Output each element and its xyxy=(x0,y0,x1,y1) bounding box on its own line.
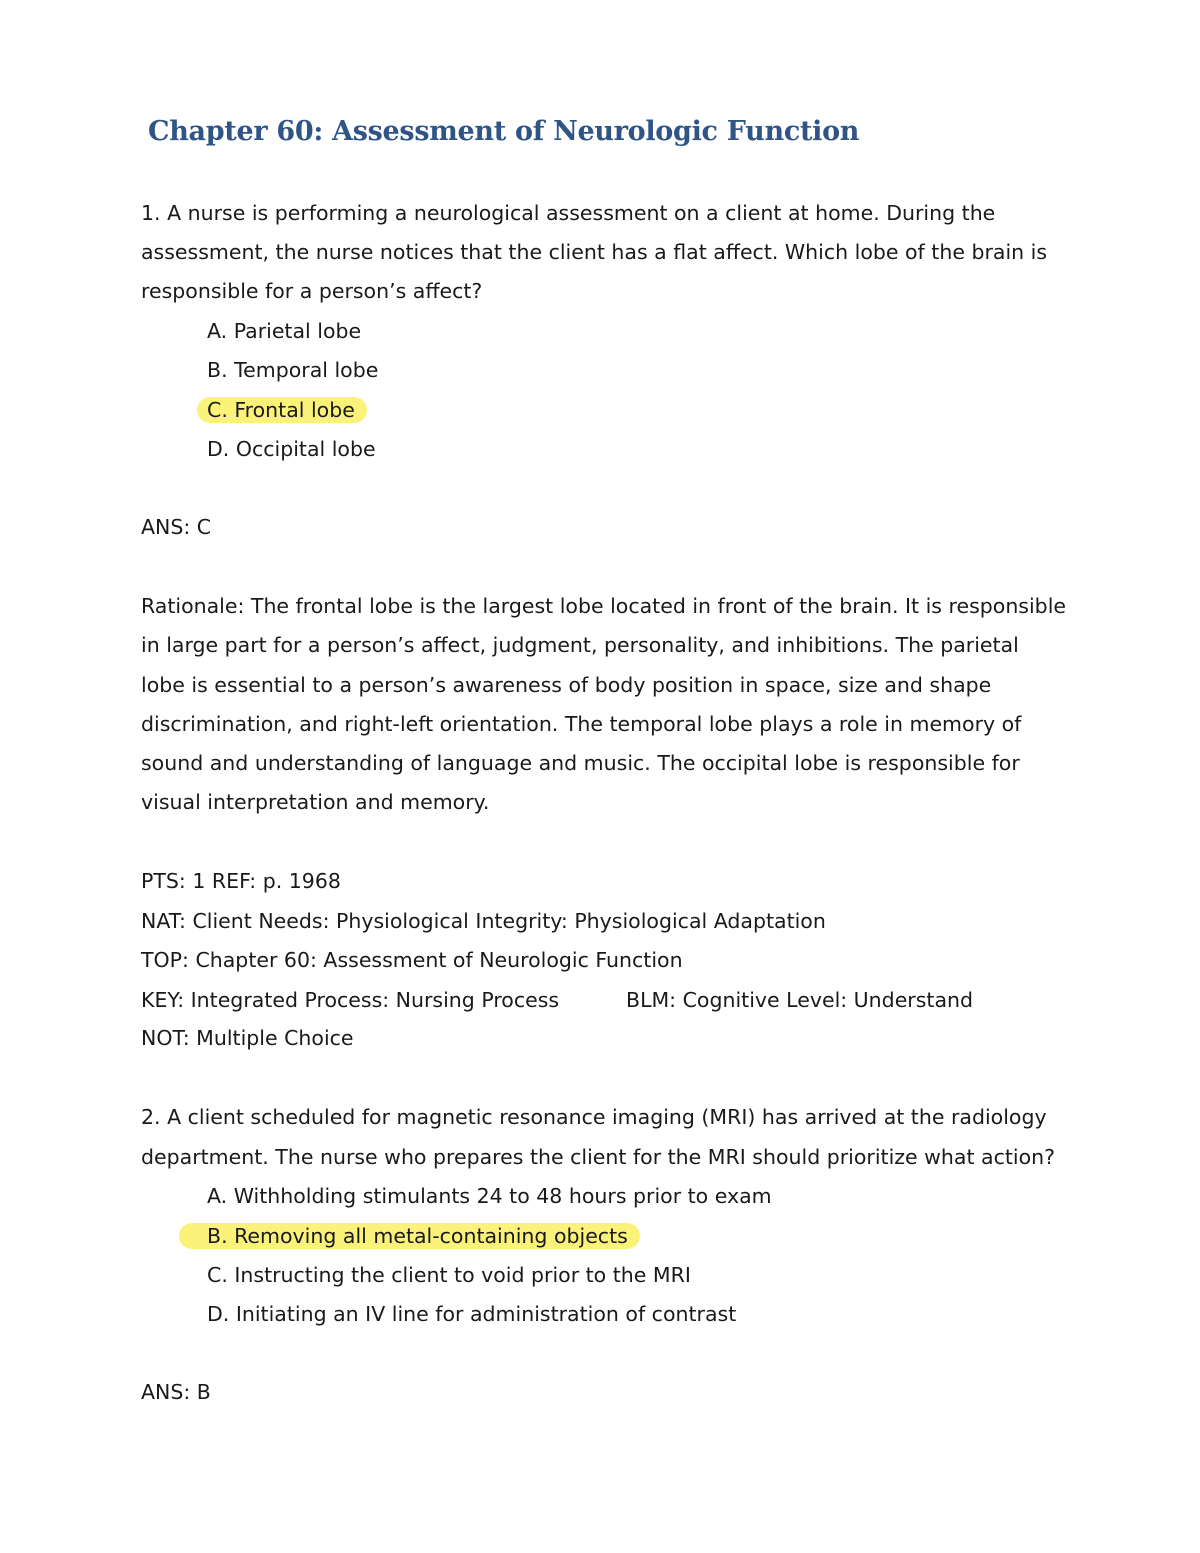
question-stem-line: assessment, the nurse notices that the client has a flat affect. Which lobe of the brain is xyxy=(141,240,1048,264)
question-stem-line: 1. A nurse is performing a neurological assessment on a client at home. During the xyxy=(141,201,996,225)
rationale-line: discrimination, and right-left orientation. The temporal lobe plays a role in memory of xyxy=(141,712,1022,736)
rationale-line: lobe is essential to a person’s awareness of body position in space, size and shape xyxy=(141,673,992,697)
meta-pts: PTS: 1 REF: p. 1968 xyxy=(141,869,341,893)
highlighted-option: C. Frontal lobe xyxy=(197,397,367,423)
option-b: B. Temporal lobe xyxy=(207,358,379,382)
answer-line: ANS: C xyxy=(141,515,212,539)
question-stem-line: 2. A client scheduled for magnetic resonance imaging (MRI) has arrived at the radiology xyxy=(141,1105,1047,1129)
rationale-line: visual interpretation and memory. xyxy=(141,790,490,814)
meta-not: NOT: Multiple Choice xyxy=(141,1026,354,1050)
option-a: A. Parietal lobe xyxy=(207,319,362,343)
page-title: Chapter 60: Assessment of Neurologic Function xyxy=(148,116,860,147)
option-b xyxy=(207,1221,640,1251)
question-stem-line: responsible for a person’s affect? xyxy=(141,279,483,303)
answer-line: ANS: B xyxy=(141,1380,211,1404)
option-a: A. Withholding stimulants 24 to 48 hours prior to exam xyxy=(207,1184,772,1208)
meta-key: KEY: Integrated Process: Nursing Process xyxy=(141,988,560,1012)
option-c xyxy=(207,395,367,425)
option-d: D. Initiating an IV line for administration of contrast xyxy=(207,1302,737,1326)
highlighted-option: B. Removing all metal-containing objects xyxy=(179,1223,640,1249)
meta-top: TOP: Chapter 60: Assessment of Neurologic Function xyxy=(141,948,683,972)
rationale-line: Rationale: The frontal lobe is the largest lobe located in front of the brain. It is responsible xyxy=(141,594,1067,618)
rationale-line: sound and understanding of language and music. The occipital lobe is responsible for xyxy=(141,751,1020,775)
meta-blm: BLM: Cognitive Level: Understand xyxy=(626,988,974,1012)
rationale-line: in large part for a person’s affect, judgment, personality, and inhibitions. The parietal xyxy=(141,633,1019,657)
meta-nat: NAT: Client Needs: Physiological Integrity: Physiological Adaptation xyxy=(141,909,826,933)
question-stem-line: department. The nurse who prepares the client for the MRI should prioritize what action? xyxy=(141,1145,1056,1169)
option-c: C. Instructing the client to void prior to the MRI xyxy=(207,1263,691,1287)
option-d: D. Occipital lobe xyxy=(207,437,376,461)
